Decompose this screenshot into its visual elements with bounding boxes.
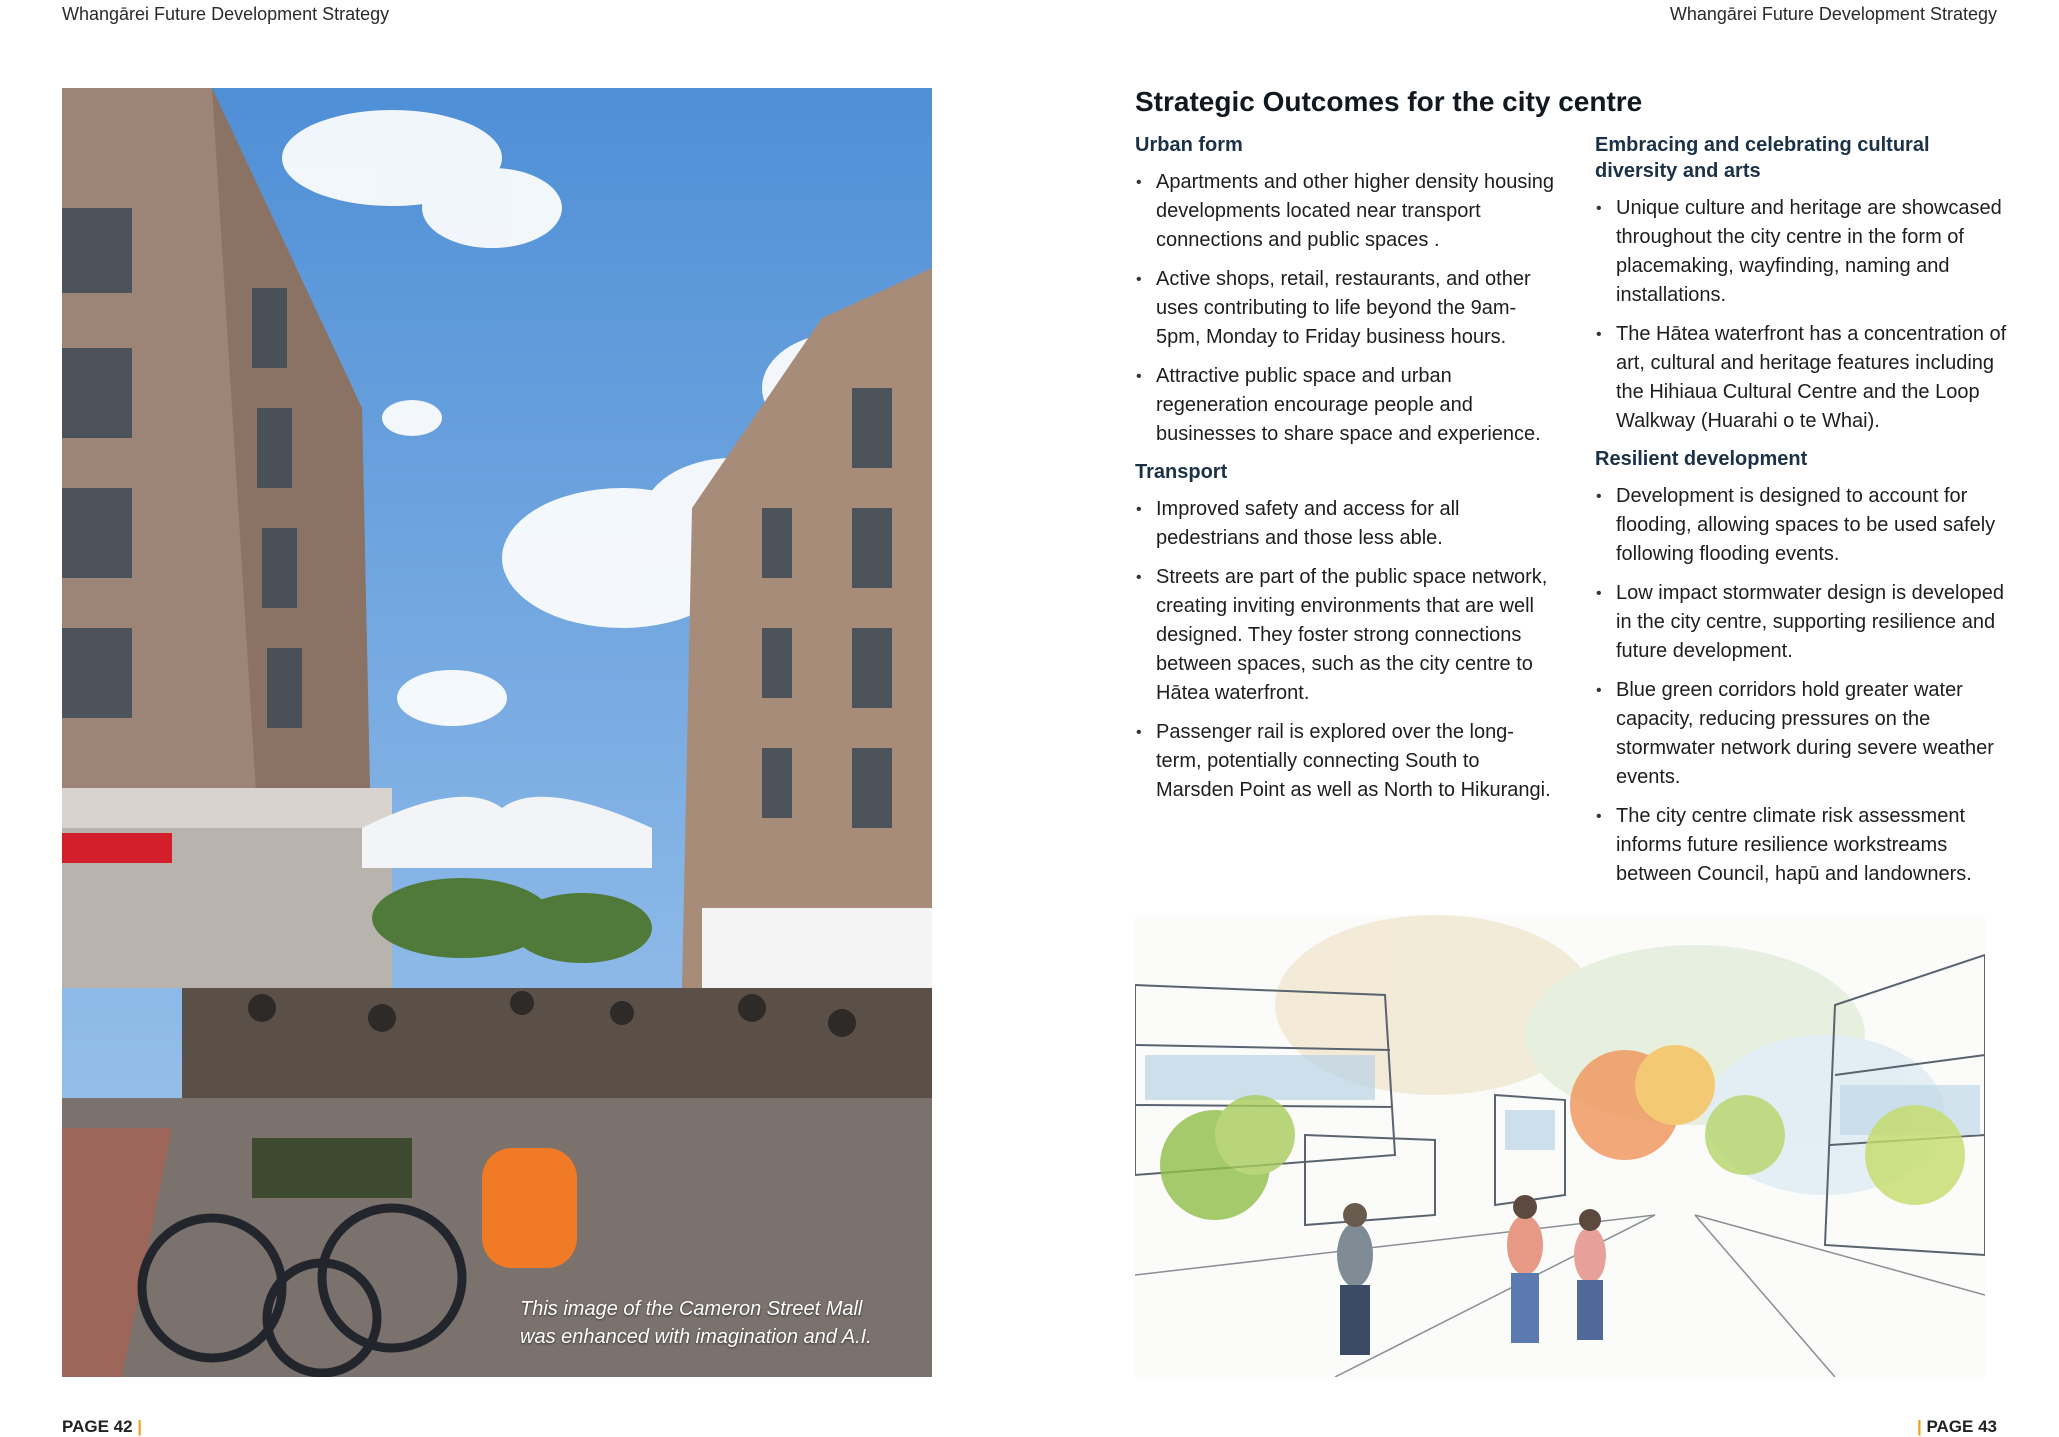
- urban-form-list: [1135, 168, 1555, 449]
- list-item: • The city centre climate risk assessment informs future resilience workstreams between Council, hapū and landowners.: [1595, 802, 2010, 889]
- street-sketch-drawing: [1135, 915, 1985, 1377]
- cultural-diversity-list: [1595, 194, 2010, 436]
- section-title-urban-form: Urban form: [1135, 134, 1243, 156]
- list-item: • Apartments and other higher density housing developments located near transport connections and public spaces .: [1135, 168, 1555, 255]
- page-number-right-text: PAGE 43: [1926, 1417, 1997, 1436]
- list-item: • The Hātea waterfront has a concentration of art, cultural and heritage features including the Hihiaua Cultural Centre and the Loop Walkway (Huarahi o te Whai).: [1595, 320, 2010, 436]
- section-title-transport: Transport: [1135, 461, 1228, 483]
- page-number-left: [62, 1417, 142, 1437]
- running-header-left: Whangārei Future Development Strategy: [62, 4, 390, 24]
- city-centre-sketch-illustration: [1135, 915, 1985, 1377]
- photo-caption: [520, 1295, 920, 1351]
- page-number-left-text: PAGE 42: [62, 1417, 133, 1436]
- caption-line-2: was enhanced with imagination and A.I.: [520, 1326, 872, 1348]
- list-item: • Attractive public space and urban regeneration encourage people and businesses to share space and experience.: [1135, 362, 1555, 449]
- page-number-right: [1917, 1417, 1997, 1437]
- transport-list: [1135, 495, 1555, 805]
- strategic-outcomes-content: [1135, 86, 2010, 899]
- list-item: • Passenger rail is explored over the long-term, potentially connecting South to Marsden Point as well as North to Hikurangi.: [1135, 718, 1555, 805]
- list-item: • Unique culture and heritage are showcased throughout the city centre in the form of placemaking, wayfinding, naming and installations.: [1595, 194, 2010, 310]
- running-header-right: Whangārei Future Development Strategy: [1669, 4, 1997, 24]
- street-photo-illustration: [62, 88, 932, 1377]
- list-item: • Blue green corridors hold greater water capacity, reducing pressures on the stormwater network during severe weather events.: [1595, 676, 2010, 792]
- list-item: • Development is designed to account for flooding, allowing spaces to be used safely following flooding events.: [1595, 482, 2010, 569]
- list-item: • Improved safety and access for all pedestrians and those less able.: [1135, 495, 1555, 553]
- page-title: Strategic Outcomes for the city centre: [1135, 86, 1643, 117]
- list-item: • Low impact stormwater design is developed in the city centre, supporting resilience and future development.: [1595, 579, 2010, 666]
- left-column: [1135, 132, 1555, 899]
- list-item: • Streets are part of the public space network, creating inviting environments that are well designed. They foster strong connections between spaces, such as the city centre to Hātea waterfront.: [1135, 563, 1555, 708]
- list-item: • Active shops, retail, restaurants, and other uses contributing to life beyond the 9am-5pm, Monday to Friday business hours.: [1135, 265, 1555, 352]
- right-column: [1595, 132, 2010, 899]
- resilient-development-list: [1595, 482, 2010, 889]
- section-title-resilient-development: Resilient development: [1595, 448, 1808, 470]
- caption-line-1: This image of the Cameron Street Mall: [520, 1298, 863, 1320]
- section-title-cultural-diversity: Embracing and celebrating cultural diversity and arts: [1595, 134, 1930, 182]
- page-separator-right: |: [1916, 1417, 1922, 1436]
- page-separator-left: |: [137, 1417, 143, 1436]
- cameron-street-mall-photo: [62, 88, 932, 1377]
